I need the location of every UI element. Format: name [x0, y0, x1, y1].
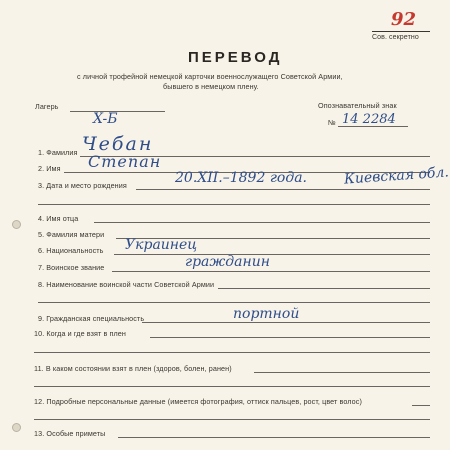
field-name-value: Степан: [88, 152, 162, 171]
field-father-line: [94, 222, 430, 223]
field-name-label: 2. Имя: [38, 164, 61, 173]
field-unit-line: [218, 288, 430, 289]
field-condition-label: 11. В каком состоянии взят в плен (здоров, болен, ранен): [34, 364, 232, 373]
punch-hole-bottom: [12, 423, 21, 432]
document-subtitle-1: с личной трофейной немецкой карточки военнослужащего Советской Армии,: [77, 72, 343, 81]
field-rank-line: [112, 271, 430, 272]
field-details-line-2: [34, 419, 430, 420]
field-nationality-value: Украинец: [125, 237, 198, 253]
field-surname-value: Чебан: [82, 133, 154, 155]
field-captured-line: [150, 337, 430, 338]
document-title: ПЕРЕВОД: [188, 49, 283, 66]
field-profession-line: [142, 322, 430, 323]
field-profession-value: портной: [233, 306, 300, 322]
field-condition-line: [254, 372, 430, 373]
field-details-line: [412, 405, 430, 406]
tag-label: Опознавательный знак: [318, 101, 397, 110]
field-profession-label: 9. Гражданская специальность: [38, 314, 145, 323]
field-rank-label: 7. Воинское звание: [38, 263, 105, 272]
field-nationality-line: [114, 254, 430, 255]
camp-label: Лагерь: [35, 102, 59, 111]
field-father-label: 4. Имя отца: [38, 214, 79, 223]
field-birth-date-value: 20.XII.–1892 года.: [175, 170, 307, 186]
tag-prefix: №: [328, 118, 336, 127]
camp-value: X-Б: [93, 111, 118, 127]
field-mother-label: 5. Фамилия матери: [38, 230, 105, 239]
field-rank-value: гражданин: [185, 254, 270, 270]
field-unit-line-2: [38, 302, 430, 303]
document-subtitle-2: бывшего в немецком плену.: [163, 82, 259, 91]
field-marks-line: [118, 437, 430, 438]
field-marks-label: 13. Особые приметы: [34, 429, 106, 438]
field-condition-line-2: [34, 386, 430, 387]
field-birth-line: [136, 189, 430, 190]
punch-hole-top: [12, 220, 21, 229]
field-surname-label: 1. Фамилия: [38, 148, 78, 157]
page-number-underline: [372, 31, 430, 32]
page-number: 92: [391, 9, 417, 30]
field-captured-label: 10. Когда и где взят в плен: [34, 329, 126, 338]
field-details-label: 12. Подробные персональные данные (имеется фотография, оттиск пальцев, рост, цвет волос): [34, 397, 362, 406]
field-captured-line-2: [34, 352, 430, 353]
tag-value: 14 2284: [342, 112, 396, 127]
field-birth-label: 3. Дата и место рождения: [38, 181, 127, 190]
field-birth-place-value: Киевская обл.: [343, 164, 450, 188]
classification-stamp: Сов. секретно: [372, 34, 419, 41]
field-unit-label: 8. Наименование воинской части Советской Армии: [38, 280, 215, 289]
field-birth-line-2: [38, 204, 430, 205]
field-nationality-label: 6. Национальность: [38, 246, 104, 255]
